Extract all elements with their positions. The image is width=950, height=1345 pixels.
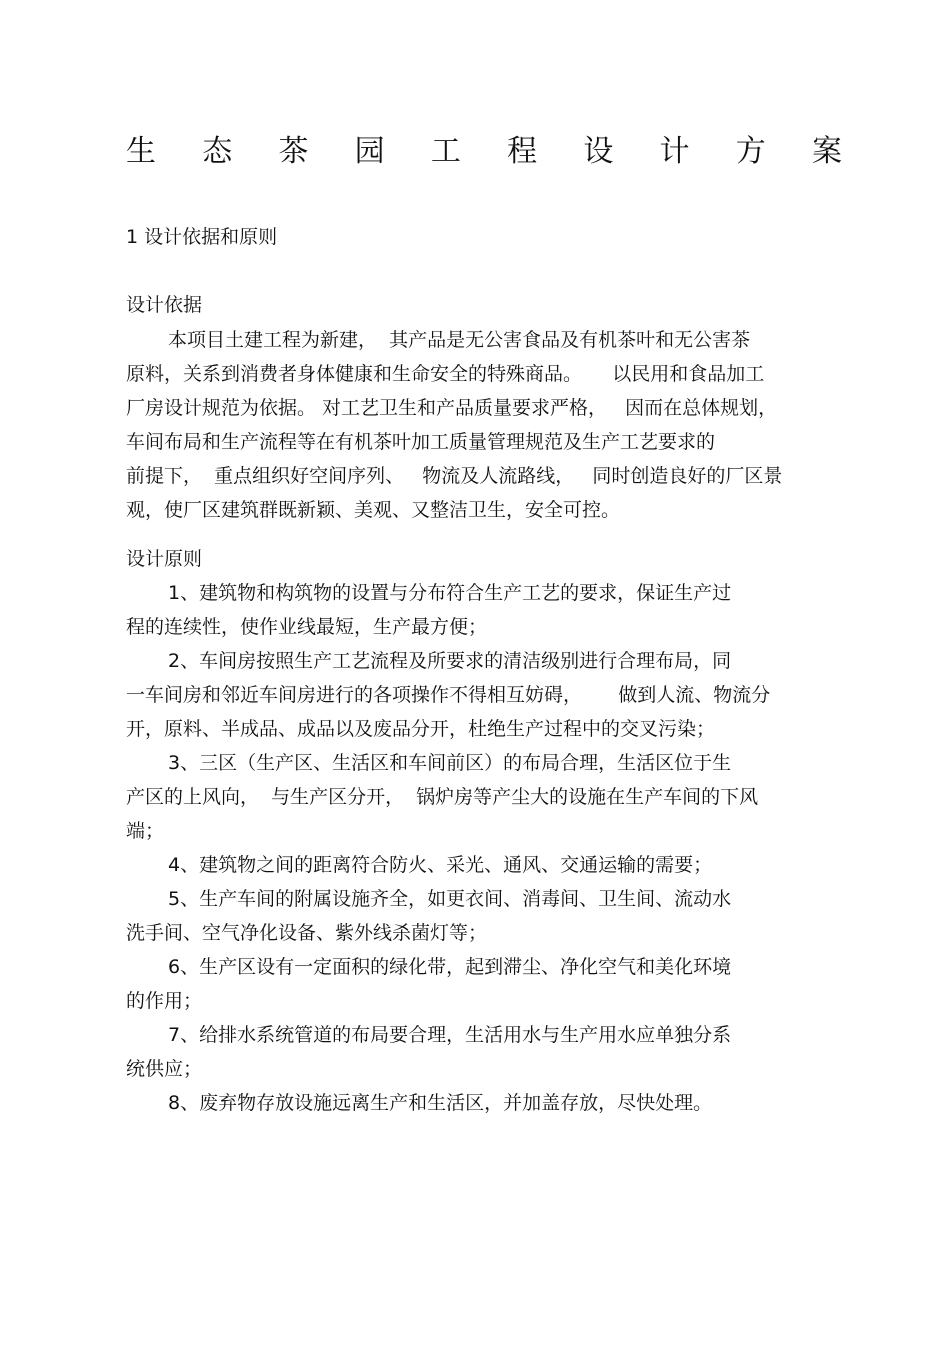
section-heading: 1 设计依据和原则 [126,226,278,248]
basis-line: 车间布局和生产流程等在有机茶叶加工质量管理规范及生产工艺要求的 [126,431,716,453]
title-char: 设 [583,134,614,169]
title-char: 态 [202,134,233,169]
title-char: 方 [735,134,766,169]
principle-line: 2、车间房按照生产工艺流程及所要求的清洁级别进行合理布局，同 [168,650,732,672]
principle-line: 1、建筑物和构筑物的设置与分布符合生产工艺的要求，保证生产过 [168,582,732,604]
document-title [126,134,842,170]
principle-line: 8、废弃物存放设施远离生产和生活区，并加盖存放，尽快处理。 [168,1092,713,1114]
principle-line: 3、三区（生产区、生活区和车间前区）的布局合理，生活区位于生 [168,752,732,774]
principle-line: 7、给排水系统管道的布局要合理，生活用水与生产用水应单独分系 [168,1024,732,1046]
principle-line: 6、生产区设有一定面积的绿化带，起到滞尘、净化空气和美化环境 [168,956,732,978]
title-char: 生 [126,134,156,169]
title-char: 程 [507,134,538,169]
basis-line: 观，使厂区建筑群既新颖、美观、又整洁卫生，安全可控。 [126,499,621,521]
principle-line: 洗手间、空气净化设备、紫外线杀菌灯等； [126,922,488,944]
principles-heading: 设计原则 [126,548,203,570]
principle-line: 统供应； [126,1058,203,1080]
principle-line: 一车间房和邻近车间房进行的各项操作不得相互妨碍， 做到人流、物流分 [126,684,771,706]
basis-heading: 设计依据 [126,294,203,316]
basis-line: 本项目土建工程为新建， 其产品是无公害食品及有机茶叶和无公害茶 [168,329,751,351]
basis-line: 厂房设计规范为依据。 对工艺卫生和产品质量要求严格， 因而在总体规划， [126,397,778,419]
basis-line: 前提下， 重点组织好空间序列、 物流及人流路线， 同时创造良好的厂区景 [126,465,783,487]
principle-line: 的作用； [126,990,203,1012]
basis-line: 原料，关系到消费者身体健康和生命安全的特殊商品。 以民用和食品加工 [126,363,765,385]
principle-line: 开，原料、半成品、成品以及废品分开，杜绝生产过程中的交叉污染； [126,718,716,740]
principle-line: 5、生产车间的附属设施齐全，如更衣间、消毒间、卫生间、流动水 [168,888,732,910]
title-char: 园 [354,134,385,169]
title-char: 茶 [278,134,309,169]
principle-line: 产区的上风向， 与生产区分开， 锅炉房等产尘大的设施在生产车间的下风 [126,786,759,808]
principle-line: 程的连续性，使作业线最短，生产最方便； [126,616,488,638]
title-char: 计 [659,134,690,169]
principle-line: 4、建筑物之间的距离符合防火、采光、通风、交通运输的需要； [168,854,713,876]
principle-line: 端； [126,820,165,842]
title-char: 工 [430,134,461,169]
title-char: 案 [811,134,842,169]
